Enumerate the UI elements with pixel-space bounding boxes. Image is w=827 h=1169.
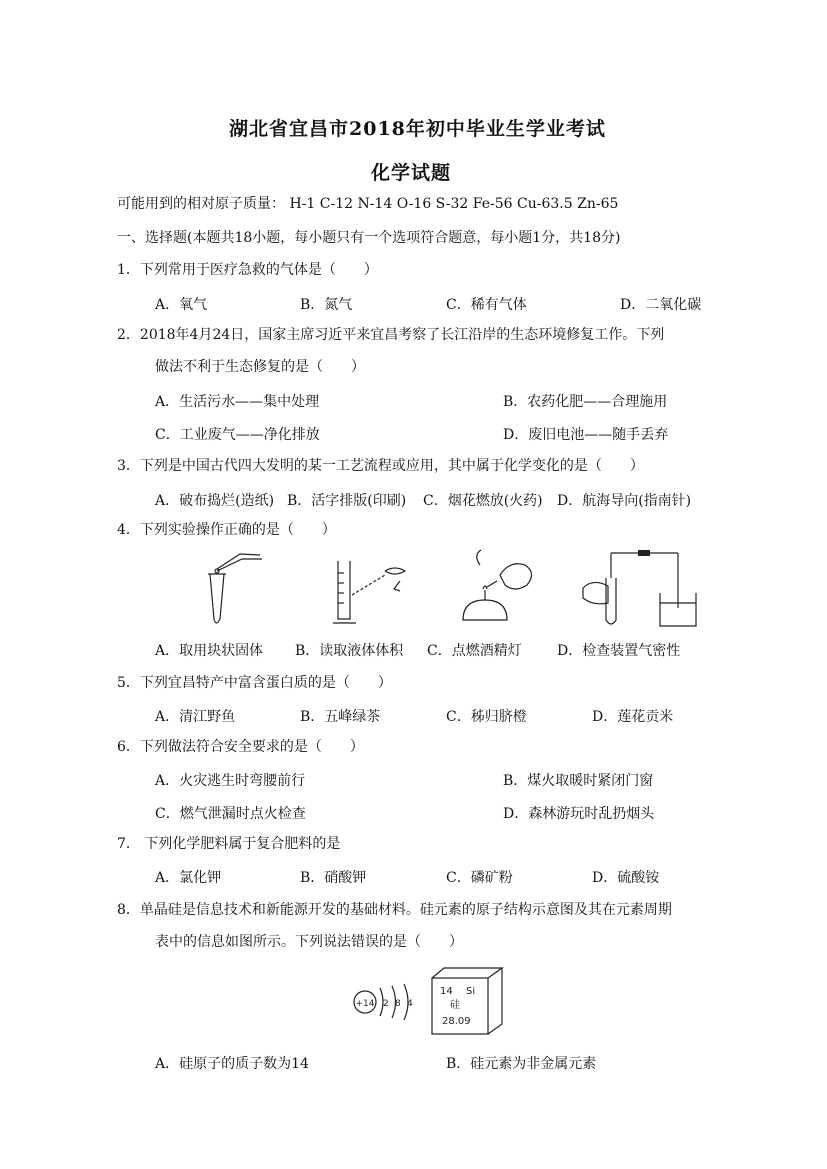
q3-option-b[interactable]: B．活字排版(印刷): [287, 493, 407, 509]
question-8-stem: 8．单晶硅是信息技术和新能源开发的基础材料。硅元素的原子结构示意图及其在元素周期: [117, 902, 672, 918]
figure-light-lamp: [455, 545, 545, 635]
q3-option-a[interactable]: A．破布捣烂(造纸): [155, 493, 275, 509]
q6-option-c[interactable]: C．燃气泄漏时点火检查: [155, 806, 306, 822]
q5-option-b[interactable]: B．五峰绿茶: [300, 709, 381, 725]
si-shell-3: 4: [407, 999, 413, 1009]
section-heading: 一、选择题(本题共18小题，每小题只有一个选项符合题意，每小题1分，共18分): [117, 230, 621, 246]
q2-option-c[interactable]: C．工业废气——净化排放: [155, 427, 320, 443]
q5-option-c[interactable]: C．秭归脐橙: [446, 709, 527, 725]
atomic-mass-line: 可能用到的相对原子质量： H-1 C-12 N-14 O-16 S-32 Fe-56 Cu-63.5 Zn-65: [117, 196, 619, 212]
page-subtitle: 化学试题: [371, 162, 452, 184]
question-8-stem-cont: 表中的信息如图所示。下列说法错误的是（ ）: [155, 934, 463, 950]
q4-option-d[interactable]: D．检查装置气密性: [557, 643, 681, 659]
q2-option-b[interactable]: B．农药化肥——合理施用: [503, 394, 668, 410]
question-7-stem: 7． 下列化学肥料属于复合肥料的是: [117, 836, 341, 852]
question-1-stem: 1．下列常用于医疗急救的气体是（ ）: [117, 262, 378, 278]
q5-option-d[interactable]: D．莲花贡米: [592, 709, 674, 725]
q3-option-c[interactable]: C．烟花燃放(火药): [423, 493, 543, 509]
q7-option-a[interactable]: A．氯化钾: [155, 870, 222, 886]
si-atomic-mass: 28.09: [442, 1016, 471, 1027]
q1-option-c[interactable]: C．稀有气体: [446, 297, 527, 313]
page-title: 湖北省宜昌市2018年初中毕业生学业考试: [229, 118, 606, 140]
si-symbol: Si: [466, 986, 476, 997]
figure-airtightness: [578, 548, 703, 630]
si-atom-diagram: [350, 980, 420, 1026]
q6-option-b[interactable]: B．煤火取暖时紧闭门窗: [503, 773, 654, 789]
q6-option-a[interactable]: A．火灾逃生时弯腰前行: [155, 773, 306, 789]
q4-option-a[interactable]: A．取用块状固体: [155, 643, 264, 659]
si-periodic-cell: [430, 966, 506, 1036]
figure-solid-sampling: [200, 549, 280, 629]
q1-option-b[interactable]: B．氮气: [300, 297, 353, 313]
q1-option-a[interactable]: A．氧气: [155, 297, 208, 313]
q7-option-c[interactable]: C．磷矿粉: [446, 870, 513, 886]
q4-option-c[interactable]: C．点燃酒精灯: [427, 643, 522, 659]
q1-option-d[interactable]: D．二氧化碳: [620, 297, 702, 313]
q3-option-d[interactable]: D．航海导向(指南针): [557, 493, 692, 509]
q2-option-a[interactable]: A．生活污水——集中处理: [155, 394, 320, 410]
q8-option-b[interactable]: B．硅元素为非金属元素: [446, 1056, 597, 1072]
question-2-stem-cont: 做法不利于生态修复的是（ ）: [155, 359, 365, 375]
si-shell-1: 2: [383, 999, 389, 1009]
q6-option-d[interactable]: D．森林游玩时乱扔烟头: [503, 806, 655, 822]
question-6-stem: 6．下列做法符合安全要求的是（ ）: [117, 739, 364, 755]
si-atomic-number: 14: [440, 986, 453, 997]
q4-option-b[interactable]: B．读取液体体积: [295, 643, 404, 659]
q5-option-a[interactable]: A．清江野鱼: [155, 709, 236, 725]
question-3-stem: 3．下列是中国古代四大发明的某一工艺流程或应用，其中属于化学变化的是（ ）: [117, 458, 644, 474]
si-shell-2: 8: [395, 999, 401, 1009]
question-4-stem: 4．下列实验操作正确的是（ ）: [117, 522, 336, 538]
q2-option-d[interactable]: D．废旧电池——随手丢弃: [503, 427, 669, 443]
question-2-stem: 2．2018年4月24日，国家主席习近平来宜昌考察了长江沿岸的生态环境修复工作。下列: [117, 327, 665, 343]
q8-option-a[interactable]: A．硅原子的质子数为14: [155, 1056, 309, 1072]
figure-read-volume: [330, 553, 420, 628]
q7-option-d[interactable]: D．硫酸铵: [592, 870, 660, 886]
si-nucleus-label: +14: [355, 999, 375, 1009]
q7-option-b[interactable]: B．硝酸钾: [300, 870, 367, 886]
question-5-stem: 5．下列宜昌特产中富含蛋白质的是（ ）: [117, 675, 392, 691]
si-element-name: 硅: [450, 1000, 460, 1011]
